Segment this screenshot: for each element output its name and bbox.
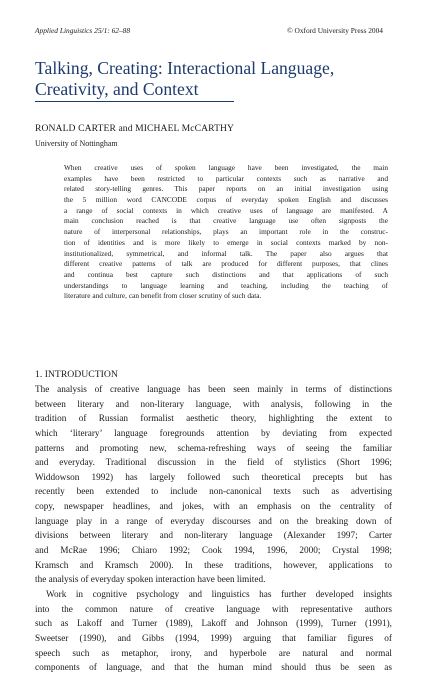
authors: RONALD CARTER and MICHAEL McCARTHY [35, 123, 235, 134]
body-line: Work in cognitive psychology and linguistics has further developed insights [46, 589, 392, 600]
abstract-line: and continua best capture such distinctions and that applications of such [64, 269, 388, 279]
body-line: Widdowson 1992) has largely followed such theoretical precepts but has [35, 472, 392, 483]
section-heading: 1. INTRODUCTION [35, 369, 118, 380]
body-line: and everyday. Traditional discussion in the field of stylistics (Short 1996; [35, 458, 392, 469]
body-line: speech such as metaphor, irony, and hyperbole are natural and normal [35, 648, 392, 659]
journal-citation: Applied Linguistics 25/1: 62–88 [35, 26, 131, 35]
abstract-line: literature and culture, can benefit from closer scrutiny of such data. [64, 291, 262, 301]
abstract-line: institutionalized, symmetrical, and informal talk. The paper also argues that [64, 248, 388, 258]
abstract-line: When creative uses of spoken language have been investigated, the main [64, 163, 388, 172]
body-line: the analysis of everyday spoken interaction have been limited. [35, 575, 266, 586]
abstract-line: nature of interpersonal relationships, plays an important role in the construc- [64, 227, 388, 237]
body-line: which ‘literary’ language foregrounds attention by deviating from expected [35, 428, 392, 439]
body-text [35, 383, 392, 676]
body-line: Kramsch and Kramsch 2000). In these traditions, however, applications to [35, 560, 392, 571]
title-underline [35, 101, 234, 102]
body-line: language play in a range of everyday discourses and on the breaking down of [35, 516, 392, 527]
body-line: copy, newspaper headlines, and jokes, with an emphasis on the centrality of [35, 502, 392, 513]
abstract-line: different creative patterns of talk are produced for different purposes, that clines [64, 259, 388, 269]
title-line-2: Creativity, and Context [35, 79, 199, 99]
body-line: divisions between literary and non-literary language (Alexander 1997; Carter [35, 531, 392, 542]
abstract-line: a range of social contexts in which creative uses of language are manifested. A [64, 205, 388, 215]
abstract-line: the 5 million word CANCODE corpus of everyday spoken English and discusses [64, 195, 388, 205]
abstract-line: main conclusion reached is that creative language use often signposts the [64, 216, 388, 226]
title-line-1: Talking, Creating: Interactional Language, [35, 58, 335, 78]
article-title [35, 58, 395, 100]
body-line: recently been extended to include non-canonical texts such as advertising [35, 487, 392, 498]
abstract-line: examples have been restricted to particular contexts such as narrative and [64, 173, 388, 183]
abstract-line: related story-telling genres. This paper reports on an initial investigation using [64, 184, 388, 194]
affiliation: University of Nottingham [35, 139, 118, 148]
body-line: and McRae 1996; Chiaro 1992; Cook 1994, 1996, 2000; Crystal 1998; [35, 546, 392, 557]
body-line: such as Lakoff and Turner (1989), Lakoff and Johnson (1999), Turner (1991), [35, 619, 392, 630]
body-line: Sweetser (1990), and Gibbs (1994, 1999) arguing that familiar figures of [35, 633, 392, 644]
body-line: tradition of Russian formalist aesthetic theory, highlighting the extent to [35, 414, 392, 425]
abstract-line: understandings to language learning and teaching, including the teaching of [64, 280, 388, 290]
body-line: patterns and promoting new, schema-refreshing ways of seeing the familiar [35, 443, 392, 454]
body-line: into the common nature of creative language with representative authors [35, 604, 392, 615]
abstract-line: tion of identities and is more likely to emerge in social contexts marked by non- [64, 237, 388, 247]
body-line: components of language, and that the human mind should thus be seen as [35, 663, 392, 674]
copyright-notice: © Oxford University Press 2004 [287, 26, 383, 35]
abstract [64, 163, 388, 302]
body-line: The analysis of creative language has been seen mainly in terms of distinctions [35, 385, 392, 395]
body-line: between literary and non-literary language, with analysis, following in the [35, 399, 392, 410]
